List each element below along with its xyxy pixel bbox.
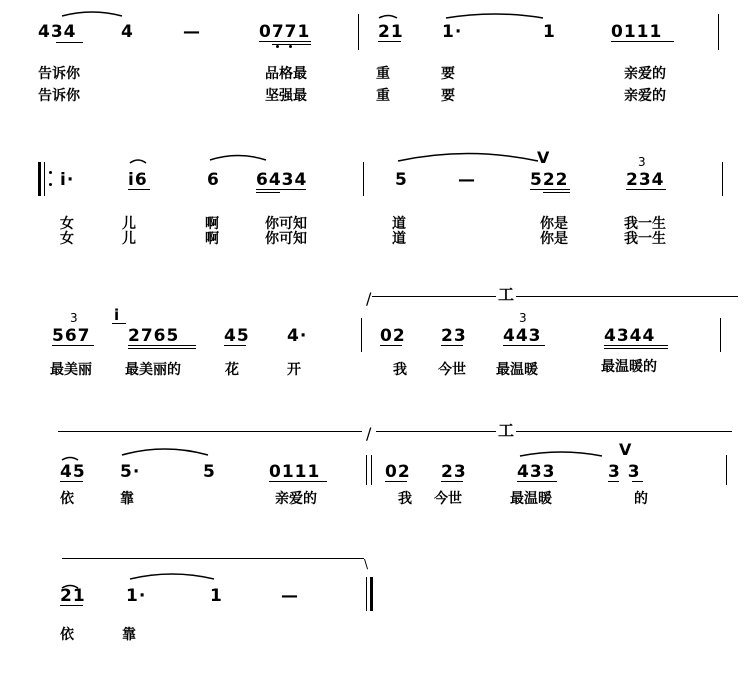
underline [385,481,407,482]
underline [60,605,83,606]
underline [530,189,570,190]
lyric: 依 [60,627,74,643]
notes: 1· [442,22,463,42]
lyric: 今世 [434,491,462,507]
underline [128,348,196,349]
notes: 1· [126,586,147,606]
volta-corner: / [366,424,372,443]
underline [604,345,668,346]
notes: 434 [38,22,77,42]
lyric: 我 [398,491,412,507]
breath-mark: V [619,440,632,459]
notes: 6 [207,170,220,190]
notes: 1 [210,586,223,606]
lyric: 重 [376,66,390,82]
lyric: 告诉你 [38,88,80,104]
barline [726,455,727,485]
notes: i· [60,170,75,190]
underline [632,481,643,482]
lyric: 靠 [122,627,136,643]
lyric: 最温暖 [510,491,552,507]
notes: 234 [626,170,665,190]
notes: 21 [378,22,404,42]
dash: — [281,586,299,606]
underline [441,345,463,346]
underline [256,192,280,193]
underline [60,481,83,482]
slur [446,14,543,18]
repeat-dot [49,183,52,186]
lyric: 我一生 [624,231,666,247]
notes: 522 [530,170,569,190]
lyric: 依 [60,491,74,507]
underline [611,41,674,42]
dot [289,45,292,48]
notes: 5· [120,462,141,482]
notes: 21 [60,586,86,606]
underline [259,41,311,42]
barline [361,318,362,352]
lyric: 重 [376,88,390,104]
slur [520,452,602,456]
notes: 5 [203,462,216,482]
dot [276,45,279,48]
barline [366,455,367,485]
lyric: 今世 [438,362,466,378]
underline [604,348,668,349]
breath-mark: V [537,148,550,167]
volta-line [376,431,496,432]
underline [256,189,306,190]
lyric: 开 [287,362,301,378]
underline [112,323,126,324]
lyric: 女 [60,216,74,232]
lyric: 最美丽 [50,362,92,378]
underline [503,345,545,346]
underline [128,345,196,346]
lyric: 我 [393,362,407,378]
lyric: 啊 [205,216,219,232]
lyric: 亲爱的 [275,491,317,507]
notes: 4344 [604,326,656,346]
lyric: 儿 [122,231,136,247]
slur [62,458,78,461]
triplet-mark: 3 [638,155,646,169]
underline [517,481,557,482]
notes: 0111 [611,22,663,42]
slur [398,154,538,162]
barline [371,455,372,485]
barline [358,14,359,50]
notes: 4· [287,326,308,346]
volta-mark: 工 [498,421,515,440]
lyric: 花 [225,362,239,378]
lyric: 女 [60,231,74,247]
barline [722,162,723,196]
slur [130,574,214,579]
dash: — [183,22,201,42]
notes: 45 [60,462,86,482]
lyric: 我一生 [624,216,666,232]
volta-line [62,558,364,559]
repeat-dot [49,171,52,174]
notes: 23 [441,462,467,482]
lyric: 儿 [122,216,136,232]
notes: 0771 [259,22,311,42]
slur [62,12,122,16]
lyric: 亲爱的 [624,66,666,82]
underline [626,189,666,190]
notes: i6 [128,170,148,190]
notes: 2765 [128,326,180,346]
lyric: 亲爱的 [624,88,666,104]
notes: 433 [517,462,556,482]
volta-corner: \ [364,557,369,571]
slur [122,449,208,455]
notes: 02 [385,462,411,482]
notes: 23 [441,326,467,346]
lyric: 告诉你 [38,66,80,82]
underline [128,189,150,190]
notes: 567 [52,326,91,346]
notes: 1 [543,22,556,42]
lyric: 最温暖 [496,362,538,378]
triplet-mark: 3 [519,311,527,325]
lyric: 道 [392,231,406,247]
barline [363,162,364,196]
lyric: 最美丽的 [125,362,181,378]
lyric: 要 [441,88,455,104]
notes: 45 [224,326,250,346]
underline [269,481,327,482]
lyric: 的 [634,491,648,507]
volta-line [372,296,496,297]
volta-line [58,431,362,432]
repeat-barline [38,162,41,196]
notes: 443 [503,326,542,346]
volta-line [516,296,738,297]
lyric: 要 [441,66,455,82]
underline [378,41,401,42]
barline [366,577,367,611]
lyric: 靠 [120,491,134,507]
volta-line [516,431,732,432]
slur [379,16,397,19]
barline [44,162,45,196]
underline [608,481,619,482]
underline [52,345,94,346]
lyric: 道 [392,216,406,232]
lyric: 最温暖的 [601,359,657,375]
notes: 0111 [269,462,321,482]
volta-corner: / [366,289,372,308]
final-barline [370,577,373,611]
underline [380,345,402,346]
slur [130,160,146,163]
lyric: 你是 [540,231,568,247]
underline [56,42,83,43]
lyric: 品格最 [265,66,307,82]
notes: 02 [380,326,406,346]
lyric: 你可知 [265,231,307,247]
notes: 5 [395,170,408,190]
grace-note: i [114,306,121,324]
barline [720,318,721,352]
notes: 6434 [256,170,308,190]
lyric: 啊 [205,231,219,247]
notes: 3 3 [608,462,641,482]
dash: — [458,170,476,190]
underline [441,481,463,482]
underline [224,345,246,346]
notes: 4 [121,22,134,42]
lyric: 你可知 [265,216,307,232]
volta-mark: 工 [498,285,515,304]
slur [210,156,266,161]
barline [718,14,719,50]
triplet-mark: 3 [70,311,78,325]
lyric: 你是 [540,216,568,232]
underline [543,192,570,193]
lyric: 坚强最 [265,88,307,104]
